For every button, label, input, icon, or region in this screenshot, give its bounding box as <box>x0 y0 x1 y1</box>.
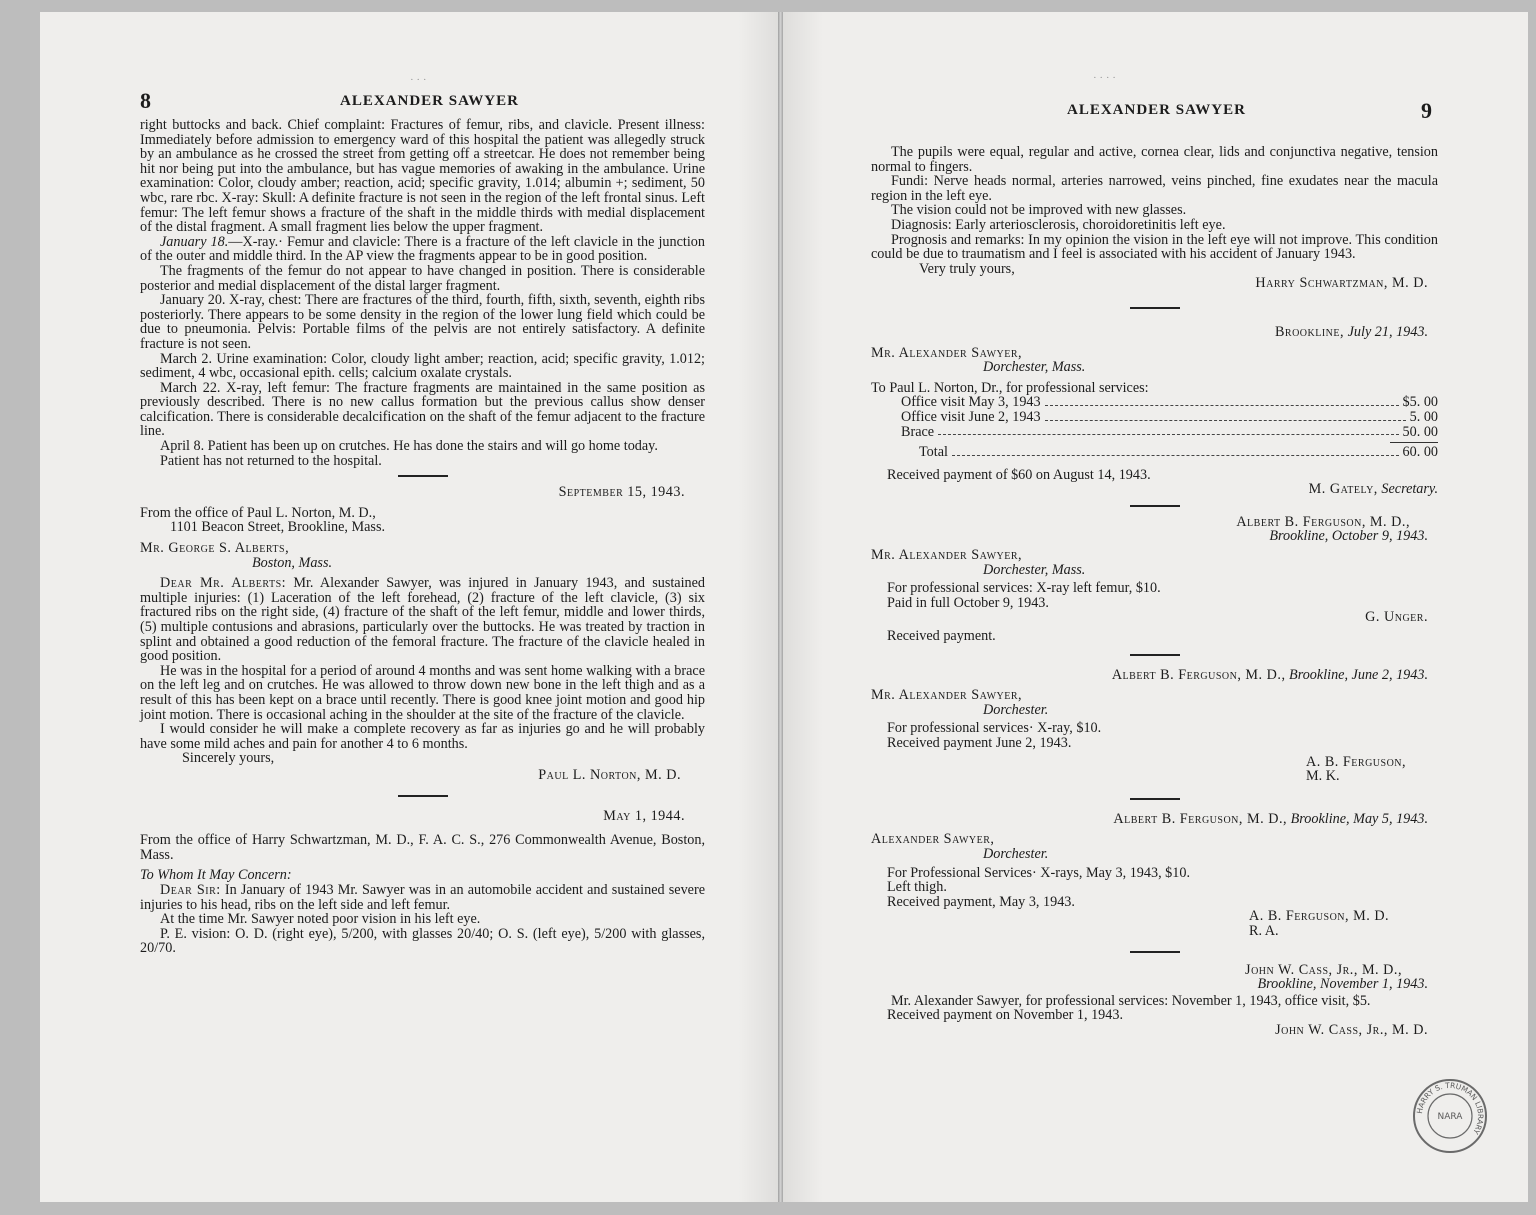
divider <box>1130 505 1180 507</box>
bill-addressee: Mr. Alexander Sawyer, <box>871 344 1023 361</box>
bill-addressee: Mr. Alexander Sawyer, <box>871 547 1023 564</box>
right-column <box>871 145 1438 1038</box>
bill-header: Albert B. Ferguson, M. D., <box>1236 513 1410 530</box>
divider <box>1130 798 1180 800</box>
left-column <box>140 118 705 956</box>
clinical-note: The fragments of the femur do not appear to have changed in position. There is considerable posterior and medial displacement of the distal larger fragment. <box>140 262 705 294</box>
bill-address: Dorchester. <box>983 701 1049 718</box>
library-seal-stamp <box>1412 1078 1488 1154</box>
letter-greeting: To Whom It May Concern: <box>140 867 292 884</box>
bill-line: Received payment. <box>887 628 996 645</box>
svg-text:HARRY S. TRUMAN LIBRARY: HARRY S. TRUMAN LIBRARY <box>1415 1080 1486 1136</box>
bill-line: For professional services· X-ray, $10. <box>887 720 1102 737</box>
clinical-note: January 20. X-ray, chest: There are fractures of the third, fourth, fifth, sixth, seventh, eighth ribs posteriorly. There appears to be some density in the region of the lower lung field which could be due to pneumonia. Pelvis: Portable films of the pelvis are not entirely satisfactory. A definite fracture is not seen. <box>140 292 705 352</box>
letter-body: Diagnosis: Early arteriosclerosis, choroidoretinitis left eye. <box>891 216 1226 233</box>
letter-addressee: Mr. George S. Alberts, <box>140 540 290 557</box>
bill-signer: M. Gately, Secretary. <box>1308 481 1438 498</box>
clinical-note: right buttocks and back. Chief complaint: Fractures of femur, ribs, and clavicle. Present illness: Immediately before admission to emergency ward of this hospital the patient was allegedly struck by an ambulance as he crossed the street from getting off a streetcar. He does not remember being hit nor being put into the ambulance, but has vague memories of awaking in the ambulance. Urine examination: Color, cloudy amber; reaction, acid; specific gravity, 1.014; albumin +; sediment, 50 wbc, rare rbc. X-ray: Skull: A definite fracture is not seen in the region of the left frontal sinus. Left femur: The left femur shows a fracture of the shaft in the middle thirds with medial displacement of the distal fragment. A small fragment lies below the upper fragment. <box>140 117 705 236</box>
bill-header: Albert B. Ferguson, M. D., Brookline, June 2, 1943. <box>1111 666 1428 683</box>
bill-signer-initials: R. A. <box>1249 922 1279 939</box>
letter-body: Fundi: Nerve heads normal, arteries narrowed, veins pinched, fine exudates near the macula region in the left eye. <box>871 173 1438 204</box>
letter-body: He was in the hospital for a period of around 4 months and was sent home walking with a brace on the left leg and on crutches. He was allowed to throw down new bone in the left thigh and as a result of this has been kept on a brace until recently. There is good knee joint motion and good hip joint motion. There is occasional aching in the shoulder at the site of the fracture of the clavicle. <box>140 662 705 723</box>
bill-signer: G. Unger. <box>1365 609 1428 626</box>
letter-body: Dear Sir: In January of 1943 Mr. Sawyer was in an automobile accident and sustained severe injuries to his head, ribs on the left side and left femur. <box>140 881 705 913</box>
bill-payment: Received payment of $60 on August 14, 1943. <box>887 466 1151 483</box>
letter-closing: Sincerely yours, <box>182 750 275 767</box>
running-head: ALEXANDER SAWYER <box>1067 102 1246 118</box>
divider <box>1130 307 1180 309</box>
divider <box>398 475 448 477</box>
divider <box>1130 951 1180 953</box>
bill-intro: To Paul L. Norton, Dr., for professional services: <box>871 379 1149 396</box>
divider <box>1130 654 1180 656</box>
letter-body: The vision could not be improved with new glasses. <box>891 202 1187 219</box>
bill-item-row <box>901 395 1438 410</box>
letter-closing: Very truly yours, <box>919 260 1015 277</box>
bill-header-place: Brookline, October 9, 1943. <box>1269 528 1428 545</box>
bill-item-row <box>901 410 1438 425</box>
bill-item-label: Brace <box>901 423 935 440</box>
bill-header: Brookline, July 21, 1943. <box>1274 323 1428 340</box>
bill-signer-initials: M. K. <box>1306 768 1340 785</box>
bill-item-label: Office visit May 3, 1943 <box>901 394 1041 411</box>
letter-from: From the office of Paul L. Norton, M. D., <box>140 504 376 521</box>
bill-signer: John W. Cass, Jr., M. D. <box>1275 1021 1428 1038</box>
bill-signer: A. B. Ferguson, <box>1306 753 1407 770</box>
bill-line: For professional services: X-ray left femur, $10. <box>887 580 1161 597</box>
bill-item-amount: 5. 00 <box>1409 408 1438 425</box>
bill-item-amount: 50. 00 <box>1402 423 1438 440</box>
letter-address: Boston, Mass. <box>252 554 333 571</box>
letter-body: Dear Mr. Alberts: Mr. Alexander Sawyer, was injured in January 1943, and sustained multiple injuries: (1) Laceration of the left forehead, (2) fracture of the left clavicle, (3) six fractured ribs on the right side, (4) fracture of the shaft of the left femur, middle and lower thirds, (5) multiple contusions and abrasions, particularly over the buttocks. He was treated by traction in splint and obtained a good reduction of the femoral fracture. The fracture of the clavicle healed in good position. <box>140 575 706 665</box>
clinical-note: March 2. Urine examination: Color, cloudy light amber; reaction, acid; specific gravity, 1.012; sediment, 4 wbc, occasional epith. cells; calcium oxalate crystals. <box>140 350 705 382</box>
page-number: 9 <box>1421 98 1432 123</box>
bill-line: Paid in full October 9, 1943. <box>887 594 1049 611</box>
bill-line: Received payment, May 3, 1943. <box>887 893 1075 910</box>
letter-body: P. E. vision: O. D. (right eye), 5/200, with glasses 20/40; O. S. (left eye), 5/200 with glasses, 20/70. <box>140 925 705 957</box>
page-number: 8 <box>140 88 151 113</box>
running-head: ALEXANDER SAWYER <box>340 93 519 109</box>
bill-line: Received payment June 2, 1943. <box>887 735 1072 751</box>
svg-text:NARA: NARA <box>1437 1112 1463 1122</box>
right-page: · · · · ALEXANDER SAWYER 9 The pupils were equal, regular and active, cornea clear, lids and conjunctiva negative, tension normal to fingers. Fundi: Nerve heads normal, arteries narrowed, veins pinched, fine exudates near the macula region in the left eye. The vision could not be improved with new glasses. Diagnosis: Early arteriosclerosis, choroidoretinitis left eye. Prognosis and remarks: In my opinion the vision in the left eye will not improve. This condition could be due to traumatism and I feel is associated with his accident of January 1943. Very truly yours, Harry Schwartzman, M. D. Brookline, July 21, 1943. Mr. Alexander Sawyer, Dorchester, Mass. To Paul L. Norton, Dr., for professional services: Office visit May 3, 1943 $5. 00 Office visit June 2, 1943 5. 00 Brace 50. 00 Total 60. 00 Received payment of $60 on August 14, 1943. M. Gately, Secretary. Albert B. Ferguson, M. D., Brookline, October 9, 1943. Mr. Alexander Sawyer, Dorchester, Mass. For professional services: X-ray left femur, $10. Paid in full October 9, 1943. G. Unger. Received payment. Albert B. Ferguson, M. D., Brookline, June 2, 1943. Mr. Alexander Sawyer, Dorchester. For professional services· X-ray, $10. Received payment June 2, 1943. A. B. Ferguson, M. K. Albert B. Ferguson, M. D., Brookline, May 5, 1943. Alexander Sawyer, Dorchester. For Professional Services· X-rays, May 3, 1943, $10. Left thigh. Received payment, May 3, 1943. A. B. Ferguson, M. D. R. A. John W. Cass, Jr., M. D., Brookline, November 1, 1943. Mr. Alexander Sawyer, for professional services: November 1, 1943, office visit, $5. Received payment on November 1, 1943. John W. Cass, Jr., M. D. <box>783 12 1528 1202</box>
bill-header-place: Brookline, November 1, 1943. <box>1257 976 1428 993</box>
divider <box>398 795 448 797</box>
bill-signer: A. B. Ferguson, M. D. <box>1249 908 1390 925</box>
bill-total: Total 60. 00 <box>919 444 1438 461</box>
bill-items <box>871 395 1438 439</box>
letter-from-address: 1101 Beacon Street, Brookline, Mass. <box>170 519 386 536</box>
letter-body: Prognosis and remarks: In my opinion the vision in the left eye will not improve. This condition could be due to traumatism and I feel is associated with his accident of January 1943. <box>871 231 1438 263</box>
letter-body: At the time Mr. Sawyer noted poor vision in his left eye. <box>160 911 481 928</box>
clinical-note: January 18.—X-ray.· Femur and clavicle: There is a fracture of the left clavicle in the junction of the outer and middle third. In the AP view the fragments appear to be in good position. <box>140 233 705 265</box>
letter-body: The pupils were equal, regular and active, cornea clear, lids and conjunctiva negative, tension normal to fingers. <box>871 144 1438 175</box>
bill-addressee: Mr. Alexander Sawyer, <box>871 687 1023 704</box>
bill-header: John W. Cass, Jr., M. D., <box>1245 961 1402 978</box>
bill-address: Dorchester, Mass. <box>983 561 1086 578</box>
letter-date: May 1, 1944. <box>603 807 685 824</box>
clinical-note: March 22. X-ray, left femur: The fracture fragments are maintained in the same position as previously described. There is no new callus formation but the previous callus show denser calcification. There is considerable decalcification on the shaft of the femur adjacent to the fracture line. <box>140 379 705 440</box>
bill-line: Mr. Alexander Sawyer, for professional services: November 1, 1943, office visit, $5. <box>891 992 1371 1009</box>
bill-item-amount: $5. 00 <box>1402 394 1438 411</box>
bill-line: For Professional Services· X-rays, May 3, 1943, $10. <box>887 864 1191 881</box>
letter-signature: Harry Schwartzman, M. D. <box>1255 275 1428 292</box>
letter-body: I would consider he will make a complete recovery as far as injuries go and he will probably have some mild aches and pain for another 4 to 6 months. <box>140 721 705 752</box>
bill-line: Left thigh. <box>887 879 947 896</box>
bill-header: Albert B. Ferguson, M. D., Brookline, May 5, 1943. <box>1113 810 1428 827</box>
bill-item-label: Office visit June 2, 1943 <box>901 408 1041 425</box>
bill-address: Dorchester. <box>983 845 1049 862</box>
clinical-note: Patient has not returned to the hospital. <box>160 452 382 469</box>
clinical-note: April 8. Patient has been up on crutches. He has done the stairs and will go home today. <box>160 438 658 455</box>
bill-item-row <box>901 425 1438 440</box>
letter-signature: Paul L. Norton, M. D. <box>538 766 681 783</box>
bill-address: Dorchester, Mass. <box>983 359 1086 376</box>
left-page: · · · 8 ALEXANDER SAWYER right buttocks and back. Chief complaint: Fractures of femur, ribs, and clavicle. Present illness: Immediately before admission to emergency ward of this hospital the patient was allegedly struck by an ambulance as he crossed the street from getting off a streetcar. He does not remember being hit nor being put into the ambulance, but has vague memories of awaking in the ambulance. Urine examination: Color, cloudy amber; reaction, acid; specific gravity, 1.014; albumin +; sediment, 50 wbc, rare rbc. X-ray: Skull: A definite fracture is not seen in the region of the left frontal sinus. Left femur: The left femur shows a fracture of the shaft in the middle thirds with medial displacement of the distal fragment. A small fragment lies below the upper fragment. January 18.—X-ray.· Femur and clavicle: There is a fracture of the left clavicle in the junction of the outer and middle third. In the AP view the fragments appear to be in good position. The fragments of the femur do not appear to have changed in position. There is considerable posterior and medial displacement of the distal larger fragment. January 20. X-ray, chest: There are fractures of the third, fourth, fifth, sixth, seventh, eighth ribs posteriorly. There appears to be some density in the region of the lower lung field which could be due to pneumonia. Pelvis: Portable films of the pelvis are not entirely satisfactory. A definite fracture is not seen. March 2. Urine examination: Color, cloudy light amber; reaction, acid; specific gravity, 1.012; sediment, 4 wbc, occasional epith. cells; calcium oxalate crystals. March 22. X-ray, left femur: The fracture fragments are maintained in the same position as previously described. There is no new callus formation but the previous callus show denser calcification. There is considerable decalcification on the shaft of the femur adjacent to the fracture line. April 8. Patient has been up on crutches. He has done the stairs and will go home today. Patient has not returned to the hospital. September 15, 1943. From the office of Paul L. Norton, M. D., 1101 Beacon Street, Brookline, Mass. Mr. George S. Alberts, Boston, Mass. Dear Mr. Alberts: Mr. Alexander Sawyer, was injured in January 1943, and sustained multiple injuries: (1) Laceration of the left forehead, (2) fracture of the left clavicle, (3) six fractured ribs on the right side, (4) fracture of the shaft of the left femur, middle and lower thirds, (5) multiple contusions and abrasions, particularly over the buttocks. He was treated by traction in splint and obtained a good reduction of the femoral fracture. The fracture of the clavicle healed in good position. He was in the hospital for a period of around 4 months and was sent home walking with a brace on the left leg and on crutches. He was allowed to throw down new bone in the left thigh and as a result of this has been kept on a brace until recently. There is good knee joint motion and good hip joint motion. There is occasional aching in the shoulder at the site of the fracture of the clavicle. I would consider he will make a complete recovery as far as injuries go and he will probably have some mild aches and pain for another 4 to 6 months. Sincerely yours, Paul L. Norton, M. D. May 1, 1944. From the office of Harry Schwartzman, M. D., F. A. C. S., 276 Commonwealth Avenue, Boston, Mass. To Whom It May Concern: Dear Sir: In January of 1943 Mr. Sawyer was in an automobile accident and sustained severe injuries to his head, ribs on the left side and left femur. At the time Mr. Sawyer noted poor vision in his left eye. P. E. vision: O. D. (right eye), 5/200, with glasses 20/40; O. S. (left eye), 5/200 with glasses, 20/70. <box>40 12 778 1202</box>
bill-addressee: Alexander Sawyer, <box>871 831 995 848</box>
bill-line: Received payment on November 1, 1943. <box>887 1007 1123 1024</box>
letter-from: From the office of Harry Schwartzman, M. D., F. A. C. S., 276 Commonwealth Avenue, Boston, Mass. <box>140 832 705 863</box>
letter-date: September 15, 1943. <box>558 484 685 501</box>
